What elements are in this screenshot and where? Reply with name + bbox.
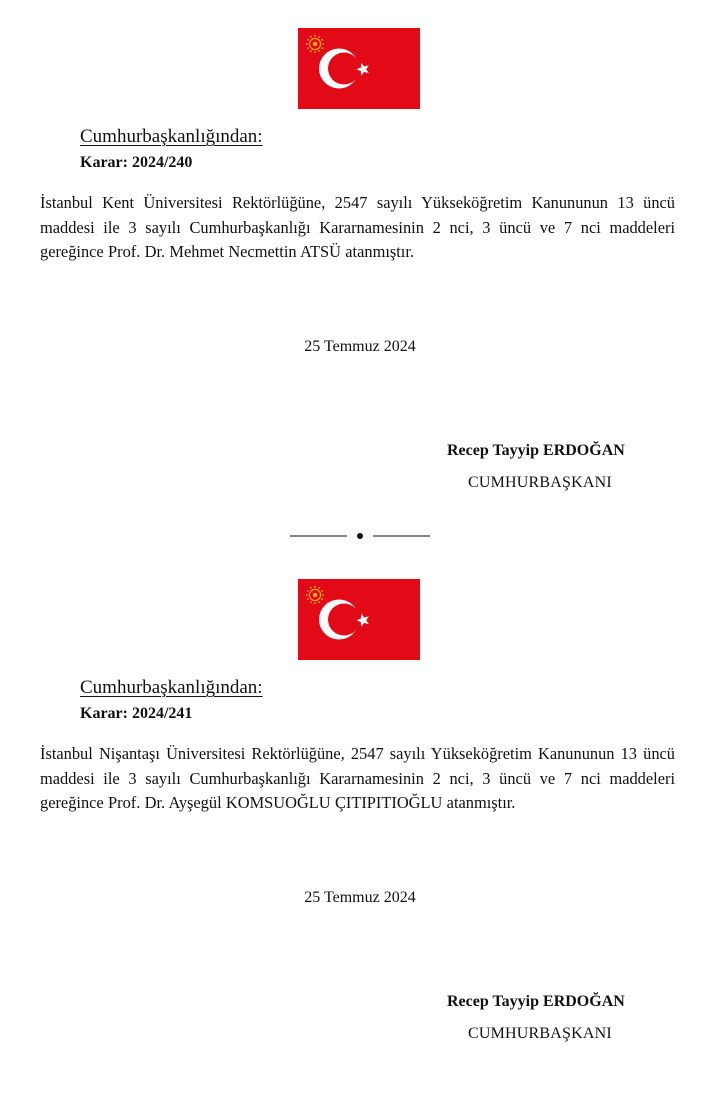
signatory-title: CUMHURBAŞKANI — [468, 1025, 612, 1042]
signatory-name: Recep Tayyip ERDOĞAN — [447, 993, 625, 1010]
issuer-heading: Cumhurbaşkanlığından: — [80, 126, 263, 147]
decision-number-value: 2024/241 — [131, 705, 193, 722]
flag-graphic — [298, 579, 420, 660]
decision-label: Karar: — [80, 154, 128, 171]
decision-body: İstanbul Kent Üniversitesi Rektörlüğüne, 2547 sayılı Yükseköğretim Kanununun 13 üncü maddesi ile 3 sayılı Cumhurbaşkanlığı Kararnamesinin 2 nci, 3 üncü ve 7 nci maddeleri gereğince Prof. Dr. Mehmet Necmettin ATSÜ atanmıştır. — [40, 193, 675, 261]
decision-date: 25 Temmuz 2024 — [304, 889, 416, 906]
decision-number — [80, 154, 192, 172]
signatory-title: CUMHURBAŞKANI — [468, 474, 612, 491]
section-separator — [290, 531, 430, 541]
decision-number-value: 2024/240 — [131, 154, 193, 171]
issuer-heading: Cumhurbaşkanlığından: — [80, 677, 263, 698]
signatory-name: Recep Tayyip ERDOĞAN — [447, 442, 625, 459]
decision-date: 25 Temmuz 2024 — [304, 338, 416, 355]
decision-body: İstanbul Nişantaşı Üniversitesi Rektörlüğüne, 2547 sayılı Yükseköğretim Kanununun 13 üncü maddesi ile 3 sayılı Cumhurbaşkanlığı Kararnamesinin 2 nci, 3 üncü ve 7 nci maddeleri gereğince Prof. Dr. Ayşegül KOMSUOĞLU ÇITIPITIOĞLU atanmıştır. — [40, 744, 675, 812]
turkish-flag-icon — [298, 579, 420, 660]
decision-number — [80, 705, 192, 723]
flag-graphic — [298, 28, 420, 109]
decision-label: Karar: — [80, 705, 128, 722]
turkish-flag-icon — [298, 28, 420, 109]
